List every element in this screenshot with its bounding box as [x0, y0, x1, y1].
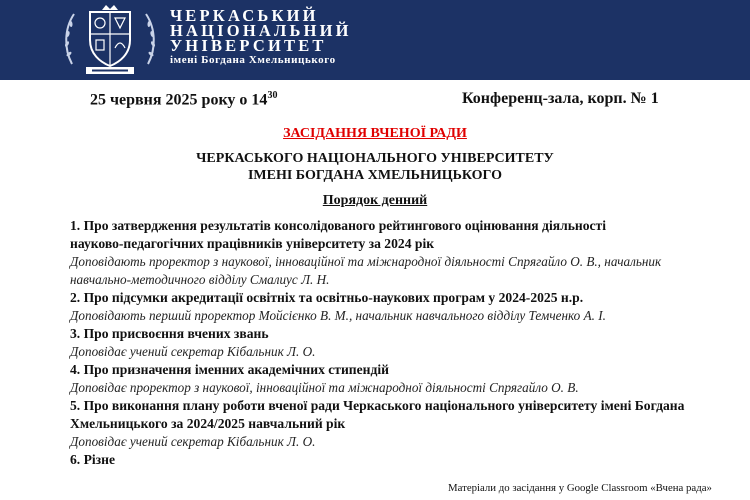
university-name-line3: УНІВЕРСИТЕТ: [170, 36, 327, 55]
university-name: [170, 8, 352, 67]
agenda-item-speakers-cont: навчально-методичного відділу Смалиус Л. Н.: [70, 272, 330, 287]
agenda-item-title: 4. Про призначення іменних академічних стипендій: [70, 362, 389, 377]
agenda-list: [70, 217, 698, 469]
meeting-location: Конференц-зала, корп. № 1: [462, 90, 659, 107]
agenda-item-speakers: Доповідає учений секретар Кібальник Л. О.: [70, 434, 316, 449]
agenda-item-title: 5. Про виконання плану роботи вченої ради Черкаського національного університету імені Богдана: [70, 398, 685, 413]
meeting-date-text: 25 червня 2025 року о 14: [90, 91, 268, 109]
university-name-line4: імені Богдана Хмельницького: [170, 54, 336, 66]
agenda-item-speakers: Доповідають проректор з наукової, інноваційної та міжнародної діяльності Спрягайло О. В., начальник: [70, 254, 662, 269]
agenda-item-1: [70, 217, 698, 289]
document-title: ЗАСІДАННЯ ВЧЕНОЇ РАДИ: [283, 126, 467, 141]
agenda-item-speakers: Доповідає проректор з наукової, інноваційної та міжнародної діяльності Спрягайло О. В.: [70, 380, 579, 395]
university-crest-icon: [62, 4, 158, 76]
agenda-item-speakers: Доповідає учений секретар Кібальник Л. О.: [70, 344, 316, 359]
agenda-item-title-cont: науково-педагогічних працівників університету за 2024 рік: [70, 236, 435, 251]
agenda-item-title-cont: Хмельницького за 2024/2025 навчальний рік: [70, 416, 346, 431]
agenda-item-speakers: Доповідають перший проректор Мойсієнко В. М., начальник навчального відділу Темченко А. І.: [70, 308, 606, 323]
agenda-item-6: [70, 451, 698, 469]
agenda-item-3: [70, 325, 698, 361]
agenda-item-title: 2. Про підсумки акредитації освітніх та освітньо-наукових програм у 2024-2025 н.р.: [70, 290, 584, 305]
agenda-item-5: [70, 397, 698, 451]
meeting-time-minutes: 30: [267, 90, 278, 101]
agenda-item-title: 3. Про присвоєння вчених звань: [70, 326, 269, 341]
agenda-item-4: [70, 361, 698, 397]
materials-note: Матеріали до засідання у Google Classroom «Вчена рада»: [448, 482, 712, 494]
agenda-item-2: [70, 289, 698, 325]
meeting-date: [90, 90, 277, 109]
header-banner: [0, 0, 750, 80]
institution-line-1: ЧЕРКАСЬКОГО НАЦІОНАЛЬНОГО УНІВЕРСИТЕТУ: [196, 151, 554, 166]
university-name-line2: НАЦІОНАЛЬНИЙ: [170, 21, 352, 40]
agenda-heading: Порядок денний: [322, 193, 428, 208]
agenda-item-title: 1. Про затвердження результатів консолідованого рейтингового оцінювання діяльності: [70, 218, 607, 233]
agenda-item-title: 6. Різне: [70, 452, 116, 467]
university-name-line1: ЧЕРКАСЬКИЙ: [170, 6, 319, 25]
institution-line-2: ІМЕНІ БОГДАНА ХМЕЛЬНИЦЬКОГО: [247, 168, 503, 183]
